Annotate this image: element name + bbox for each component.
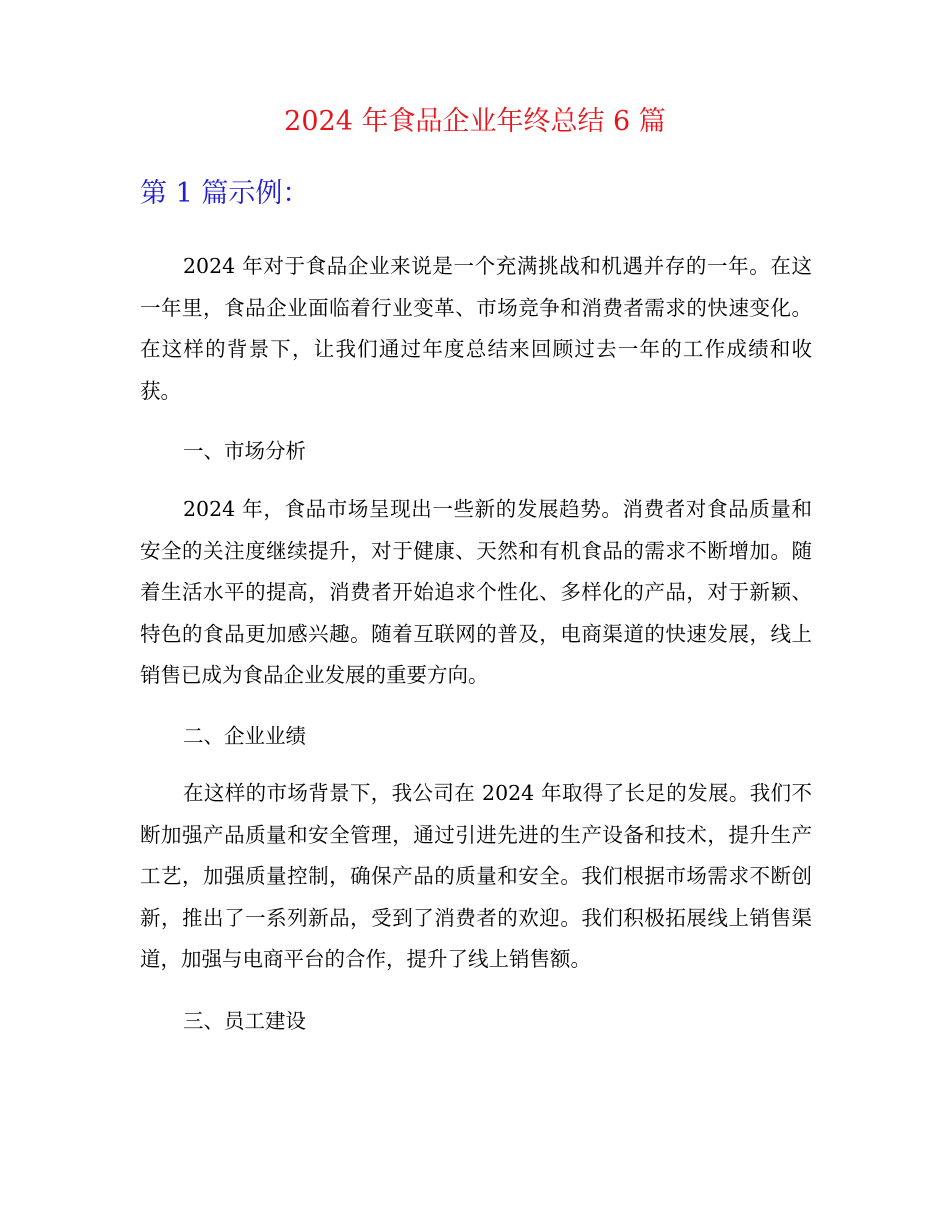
paragraph-company-performance: 在这样的市场背景下，我公司在 2024 年取得了长足的发展。我们不断加强产品质量和安全管理，通过引进先进的生产设备和技术，提升生产工艺，加强质量控制，确保产品的质量和安全。我们根据市场需求不断创新，推出了一系列新品，受到了消费者的欢迎。我们积极拓展线上销售渠道，加强与电商平台的合作，提升了线上销售额。 — [140, 781, 812, 971]
section-title: 第 1 篇示例： — [140, 178, 310, 209]
paragraph-market-analysis: 2024 年，食品市场呈现出一些新的发展趋势。消费者对食品质量和安全的关注度继续提升，对于健康、天然和有机食品的需求不断增加。随着生活水平的提高，消费者开始追求个性化、多样化的产品，对于新颖、特色的食品更加感兴趣。随着互联网的普及，电商渠道的快速发展，线上销售已成为食品企业发展的重要方向。 — [140, 497, 812, 687]
heading-staff-building: 三、员工建设 — [183, 1009, 306, 1033]
document-title: 2024 年食品企业年终总结 6 篇 — [284, 106, 666, 137]
intro-paragraph: 2024 年对于食品企业来说是一个充满挑战和机遇并存的一年。在这一年里，食品企业面临着行业变革、市场竞争和消费者需求的快速变化。在这样的背景下，让我们通过年度总结来回顾过去一年的工作成绩和收获。 — [140, 254, 812, 403]
heading-market-analysis: 一、市场分析 — [183, 439, 306, 463]
heading-company-performance: 二、企业业绩 — [183, 724, 306, 748]
